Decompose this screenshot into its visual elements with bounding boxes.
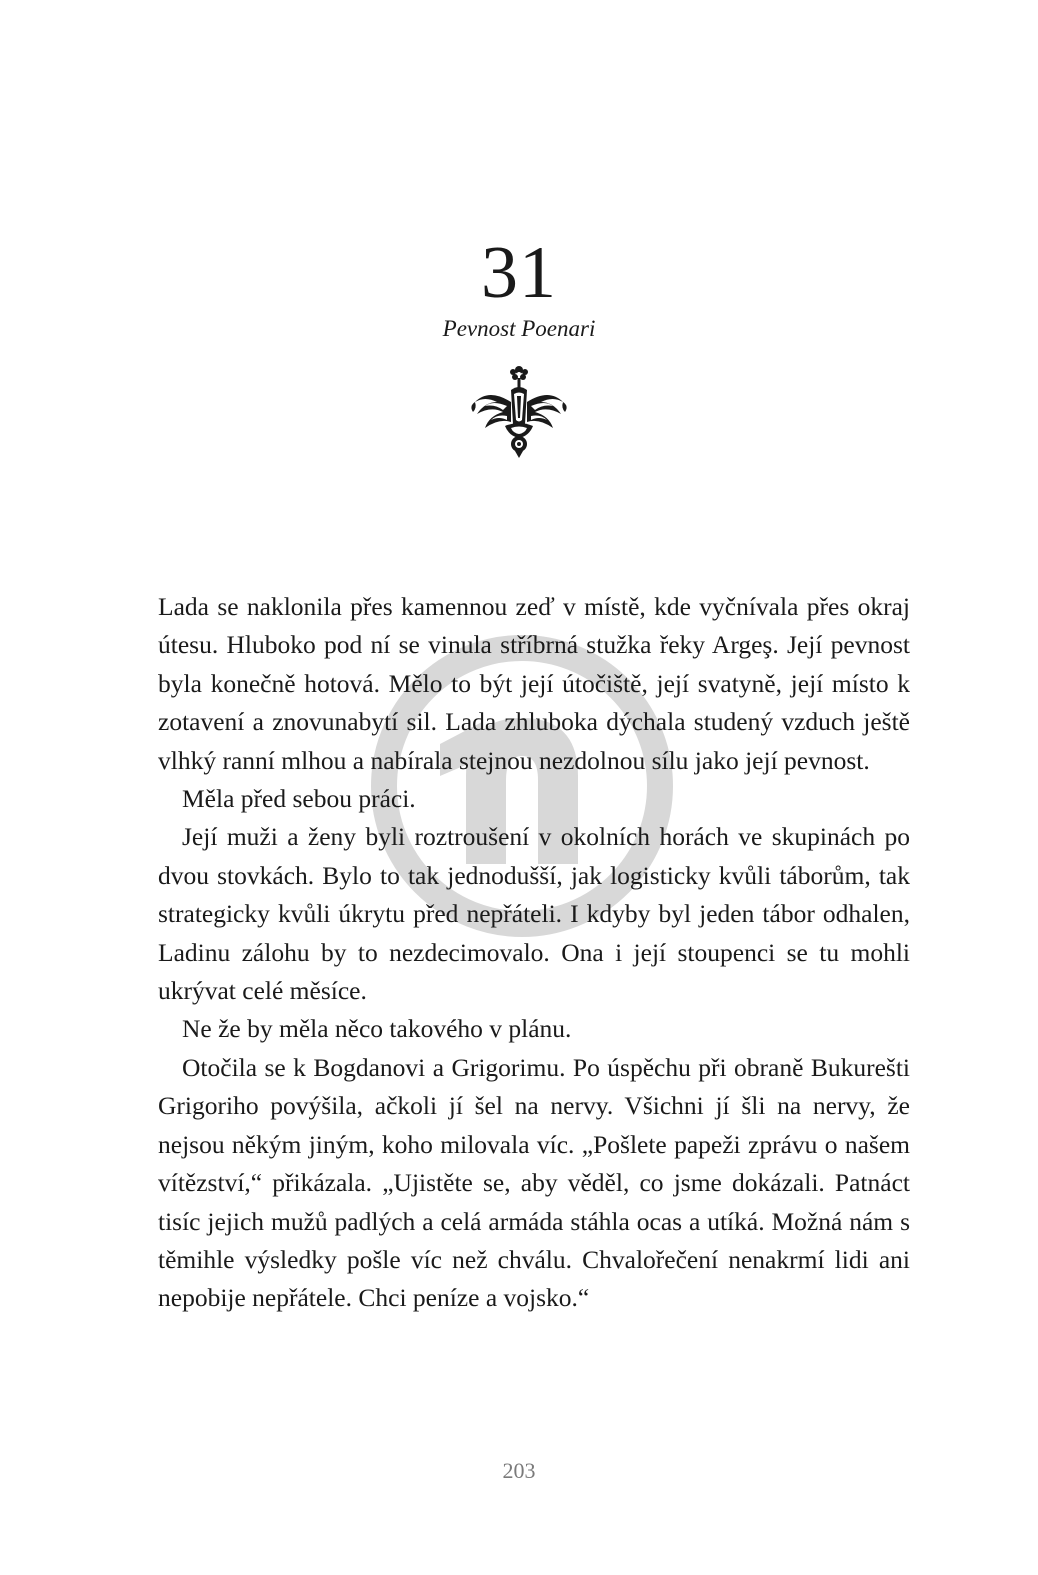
- chapter-body: [158, 588, 910, 1318]
- chapter-title: Pevnost Poenari: [442, 316, 596, 341]
- page-number: 203: [502, 1458, 536, 1483]
- chapter-number: 31: [481, 232, 557, 314]
- floral-ornament-icon: [467, 362, 571, 460]
- paragraph: Její muži a ženy byli roztroušení v okolních horách ve skupinách po dvou stovkách. Bylo to tak jednodušší, jak logisticky kvůli táborům, tak strategicky kvůli úkrytu před nepřáteli. I kdyby byl jeden tábor odhalen, Ladinu zálohu by to nezdecimovalo. Ona i její stoupenci se tu mohli ukrývat celé měsíce.: [158, 822, 910, 1006]
- paragraph: Měla před sebou práci.: [182, 784, 416, 814]
- paragraph: Ne že by měla něco takového v plánu.: [182, 1014, 572, 1044]
- paragraph: Lada se naklonila přes kamennou zeď v místě, kde vyčnívala přes okraj útesu. Hluboko pod ní se vinula stříbrná stužka řeky Argeş. Její pevnost byla konečně hotová. Mělo to být její útočiště, její svatyně, její místo k zotavení a znovunabytí sil. Lada zhluboka dýchala studený vzduch ještě vlhký ranní mlhou a nabírala stejnou nezdolnou sílu jako její pevnost.: [158, 592, 910, 775]
- paragraph: Otočila se k Bogdanovi a Grigorimu. Po úspěchu při obraně Bukurešti Grigoriho povýšila, ačkoli jí šel na nervy. Všichni jí šli na nervy, že nejsou někým jiným, koho milovala víc. „Pošlete papeži zprávu o našem vítězství,“ přikázala. „Ujistěte se, aby věděl, co jsme dokázali. Patnáct tisíc jejich mužů padlých a celá armáda stáhla ocas a utíká. Možná nám s těmihle výsledky pošle víc než chválu. Chvalořečení nenakrmí lidi ani nepobije nepřátele. Chci peníze a vojsko.“: [158, 1052, 910, 1313]
